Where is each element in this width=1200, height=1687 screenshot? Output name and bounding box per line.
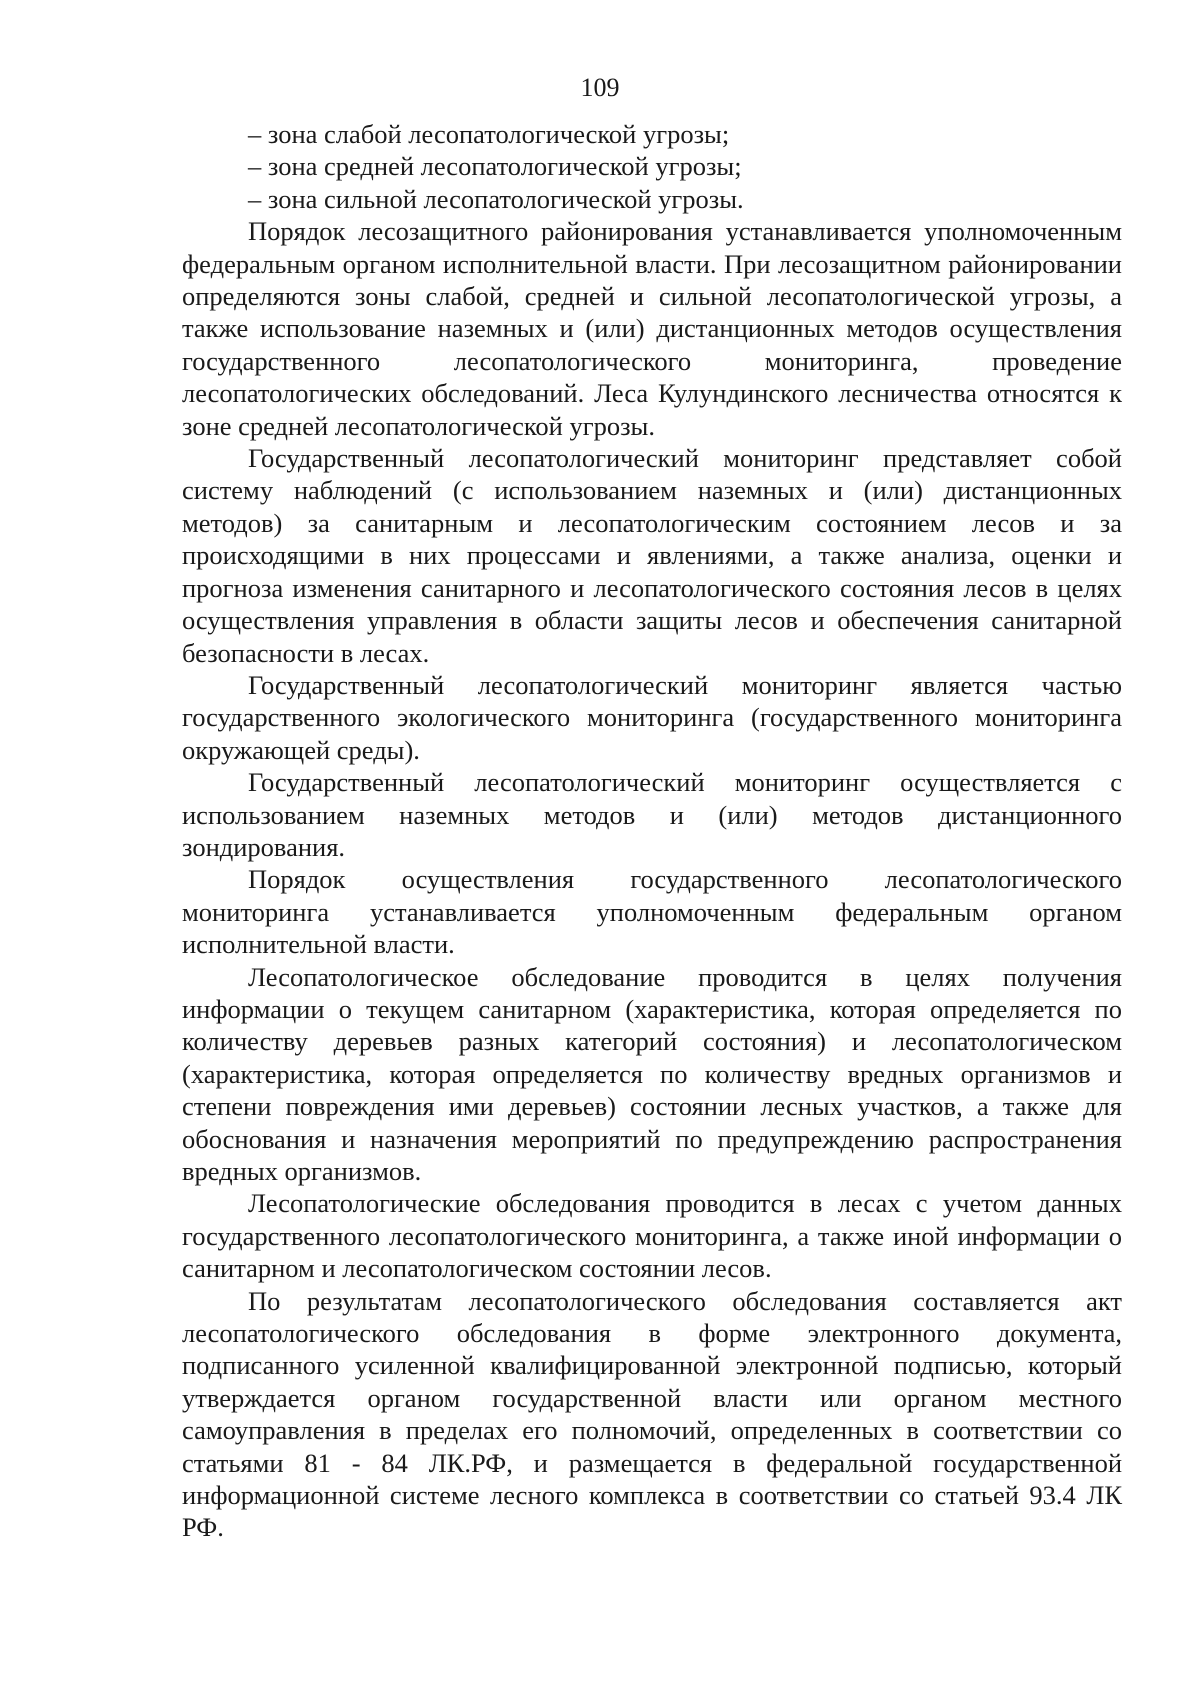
paragraph-monitoring-definition: Государственный лесопатологический мониторинг представляет собой систему наблюдений (с использованием наземных и (или) дистанционных методов) за санитарным и лесопатологическим состоянием лесов и за происходящими в них процессами и явлениями, а также анализа, оценки и прогноза изменения санитарного и лесопатологического состояния лесов в целях осуществления управления в области защиты лесов и обеспечения санитарной безопасности в лесах.	[182, 443, 1122, 668]
page-number: 109	[580, 73, 620, 102]
list-item-strong-threat: – зона сильной лесопатологической угрозы.	[248, 183, 744, 214]
paragraph-zoning: Порядок лесозащитного районирования устанавливается уполномоченным федеральным органом исполнительной власти. При лесозащитном районировании определяются зоны слабой, средней и сильной лесопатологической угрозы, а также использование наземных и (или) дистанционных методов осуществления государственного лесопатологического мониторинга, проведение лесопатологических обследований. Леса Кулундинского лесничества относятся к зоне средней лесопатологической угрозы.	[182, 216, 1122, 441]
paragraph-survey-purpose: Лесопатологическое обследование проводится в целях получения информации о текущем санитарном (характеристика, которая определяется по количеству деревьев разных категорий состояния) и лесопатологическом (характеристика, которая определяется по количеству вредных организмов и степени повреждения ими деревьев) состоянии лесных участков, а также для обоснования и назначения мероприятий по предупреждению распространения вредных организмов.	[182, 961, 1122, 1186]
paragraph-survey-act: По результатам лесопатологического обследования составляется акт лесопатологического обследования в форме электронного документа, подписанного усиленной квалифицированной электронной подписью, который утверждается органом государственной власти или органом местного самоуправления в пределах его полномочий, определенных в соответствии со статьями 81 - 84 ЛК.РФ, и размещается в федеральной государственной информационной системе лесного комплекса в соответствии со статьей 93.4 ЛК РФ.	[182, 1285, 1122, 1543]
paragraph-monitoring-order: Порядок осуществления государственного лесопатологического мониторинга устанавливается уполномоченным федеральным органом исполнительной власти.	[182, 864, 1122, 960]
list-item-weak-threat: – зона слабой лесопатологической угрозы;	[248, 119, 730, 149]
paragraph-monitoring-part: Государственный лесопатологический мониторинг является частью государственного экологического мониторинга (государственного мониторинга окружающей среды).	[182, 669, 1122, 765]
document-body	[182, 118, 1122, 1544]
paragraph-monitoring-methods: Государственный лесопатологический мониторинг осуществляется с использованием наземных методов и (или) методов дистанционного зондирования.	[182, 767, 1122, 862]
paragraph-survey-data: Лесопатологические обследования проводится в лесах с учетом данных государственного лесопатологического мониторинга, а также иной информации о санитарном и лесопатологическом состоянии лесов.	[182, 1188, 1122, 1284]
list-item-medium-threat: – зона средней лесопатологической угрозы;	[248, 151, 742, 182]
